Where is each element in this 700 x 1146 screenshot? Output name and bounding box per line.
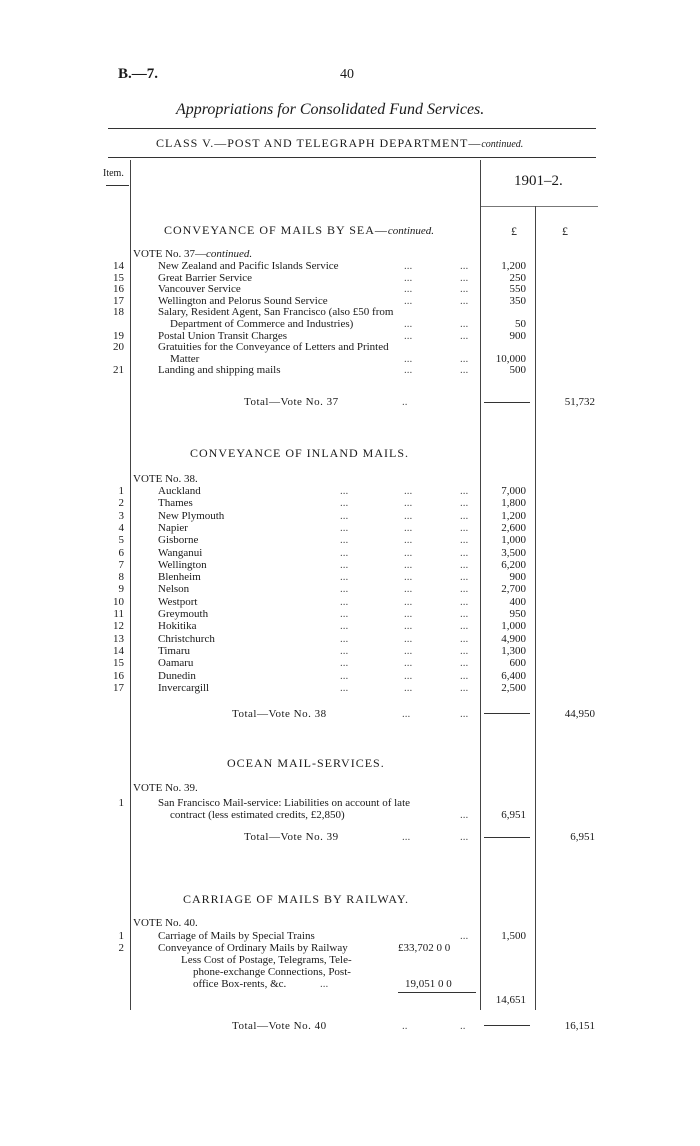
line-item-amount: 2,700 (501, 583, 526, 596)
leader-dots: ... (460, 497, 469, 510)
item-number: 11 (113, 608, 124, 620)
line-item-text: Salary, Resident Agent, San Francisco (also £50 from (158, 306, 394, 319)
rail-row-2-less-3: office Box-rents, &c. (193, 978, 287, 990)
vote-heading-37 (133, 248, 252, 260)
class-heading-text: CLASS V.—POST AND TELEGRAPH DEPARTMENT— (156, 136, 482, 150)
line-item-amount: 10,000 (495, 352, 526, 365)
line-item-text: Wellington (158, 558, 207, 571)
sea-heading-text: CONVEYANCE OF MAILS BY SEA— (164, 223, 388, 237)
leader-dots: ... (460, 558, 469, 571)
total-dots-38: ... (402, 708, 411, 720)
item-number: 16 (113, 283, 124, 296)
line-item-text: Hokitika (158, 620, 197, 633)
leader-dots: ... (404, 681, 413, 694)
total-dots-40: .. (402, 1020, 408, 1032)
item-number: 20 (113, 341, 124, 354)
item-number: 1 (118, 485, 124, 497)
item-number: 5 (118, 534, 124, 547)
item-number: 14 (113, 644, 124, 657)
line-item-text-cont: Department of Commerce and Industries) (170, 318, 354, 330)
leader-dots: ... (340, 595, 349, 608)
rail-item-2: 2 (118, 942, 124, 954)
leader-dots: ... (404, 521, 413, 534)
line-item-amount: 1,000 (501, 534, 526, 547)
leader-dots: ... (460, 669, 469, 682)
item-column-header: Item. (103, 168, 124, 179)
line-item-text: Auckland (158, 485, 201, 497)
item-number: 9 (118, 583, 124, 596)
line-item-text: Great Barrier Service (158, 271, 253, 284)
rail-row-2-less-1: Less Cost of Postage, Telegrams, Tele- (181, 954, 352, 966)
leader-dots: ... (404, 364, 413, 377)
line-item-amount: 3,500 (501, 546, 526, 559)
leader-dots: ... (404, 620, 413, 633)
line-item-text: Gisborne (158, 534, 199, 547)
line-item-amount: 900 (509, 571, 526, 584)
leader-dots: ... (460, 571, 469, 584)
leader-dots: ... (404, 583, 413, 596)
leader-dots: ... (404, 497, 413, 510)
item-number: 4 (118, 521, 124, 534)
item-number: 15 (113, 271, 124, 284)
leader-dots: ... (460, 364, 469, 377)
item-header-underline (106, 185, 129, 186)
line-item-text: New Zealand and Pacific Islands Service (158, 260, 339, 272)
line-item-amount: 1,000 (501, 620, 526, 633)
leader-dots: ... (404, 318, 413, 330)
leader-dots: ... (460, 283, 469, 296)
line-item-text: Dunedin (158, 669, 196, 682)
rail-row-2-deduction: 19,051 0 0 (405, 978, 452, 990)
leader-dots: ... (340, 534, 349, 547)
leader-dots: ... (340, 620, 349, 633)
leader-dots: ... (460, 485, 469, 497)
leader-dots: ... (460, 681, 469, 694)
section-heading-inland: CONVEYANCE OF INLAND MAILS. (190, 446, 409, 460)
line-item-amount: 2,500 (501, 681, 526, 694)
line-item-amount: 50 (515, 318, 526, 330)
leader-dots: ... (460, 329, 469, 342)
line-item-text: Timaru (158, 644, 190, 657)
line-item-amount: 600 (509, 657, 526, 670)
rail-item-1: 1 (118, 930, 124, 942)
vote-heading-38: VOTE No. 38. (133, 473, 198, 485)
leader-dots: ... (340, 546, 349, 559)
leader-dots: ... (340, 632, 349, 645)
leader-dots: ... (460, 644, 469, 657)
line-item-text: Wanganui (158, 546, 203, 559)
item-number: 18 (113, 306, 124, 319)
vote-37-label: VOTE No. 37— (133, 248, 207, 260)
line-item-text: Landing and shipping mails (158, 364, 281, 377)
line-item-text: Napier (158, 521, 188, 534)
line-item-text: Greymouth (158, 608, 209, 620)
line-item-amount: 500 (509, 364, 526, 377)
subtotal-rule-38 (484, 713, 530, 714)
year-header-underline (480, 206, 598, 207)
class-heading-cont: continued. (481, 139, 524, 150)
leader-dots: ... (404, 352, 413, 365)
line-item-amount: 4,900 (501, 632, 526, 645)
leader-dots: ... (404, 509, 413, 522)
class-rule (108, 157, 596, 158)
line-item-text: New Plymouth (158, 509, 225, 522)
leader-dots: ... (404, 608, 413, 620)
section-heading-rail: CARRIAGE OF MAILS BY RAILWAY. (183, 892, 410, 906)
rail-row-2-gross: £33,702 0 0 (398, 942, 451, 954)
leader-dots: ... (460, 534, 469, 547)
vote-heading-40: VOTE No. 40. (133, 917, 198, 929)
section-heading-sea (164, 223, 434, 238)
line-item-text: Invercargill (158, 681, 210, 694)
line-item-text: Westport (158, 595, 198, 608)
total-dots-39b: ... (460, 831, 469, 843)
item-number: 14 (113, 260, 124, 272)
total-label-37: Total—Vote No. 37 (244, 396, 339, 408)
leader-dots: ... (404, 558, 413, 571)
leader-dots: ... (404, 271, 413, 284)
item-number: 1 (118, 797, 124, 809)
line-item-text: Wellington and Pelorus Sound Service (158, 294, 328, 307)
subtotal-rule-40 (484, 1025, 530, 1026)
line-item-amount: 550 (509, 283, 526, 296)
line-item-amount: 6,400 (501, 669, 526, 682)
line-item-text: Vancouver Service (158, 283, 241, 296)
leader-dots: ... (404, 571, 413, 584)
leader-dots: ... (340, 521, 349, 534)
item-number: 2 (118, 497, 124, 510)
leader-dots: ... (404, 669, 413, 682)
class-heading (156, 136, 523, 151)
line-item-amount: 6,200 (501, 558, 526, 571)
year-column-header: 1901–2. (514, 173, 563, 189)
line-item-amount: 2,600 (501, 521, 526, 534)
amount-column-left (480, 160, 481, 1010)
vote-total-39: 6,951 (570, 831, 595, 843)
item-number: 10 (113, 595, 124, 608)
leader-dots: ... (340, 497, 349, 510)
line-item-amount: 400 (509, 595, 526, 608)
item-number: 7 (118, 558, 124, 571)
line-item-text: Gratuities for the Conveyance of Letters and Printed (158, 341, 389, 354)
rail-row-2-net: 14,651 (495, 994, 526, 1006)
leader-dots: ... (340, 681, 349, 694)
item-number: 3 (118, 509, 124, 522)
leader-dots: ... (460, 583, 469, 596)
leader-dots: ... (404, 260, 413, 272)
item-number: 17 (113, 294, 124, 307)
leader-dots: ... (404, 644, 413, 657)
subtotal-rule-37 (484, 402, 530, 403)
leader-dots: ... (460, 509, 469, 522)
section-heading-ocean: OCEAN MAIL-SERVICES. (227, 756, 385, 770)
line-item-amount: 1,200 (501, 260, 526, 272)
leader-dots: ... (340, 583, 349, 596)
leader-dots: ... (404, 294, 413, 307)
page-number: 40 (340, 67, 354, 82)
line-item-amount: 6,951 (501, 809, 526, 821)
leader-dots: ... (340, 485, 349, 497)
item-number: 8 (118, 571, 124, 584)
item-number: 16 (113, 669, 124, 682)
leader-dots: ... (460, 352, 469, 365)
vote-total-37: 51,732 (564, 396, 595, 408)
leader-dots: ... (404, 632, 413, 645)
line-item-amount: 1,200 (501, 509, 526, 522)
line-item-text: Nelson (158, 583, 190, 596)
line-item-amount: 1,800 (501, 497, 526, 510)
leader-dots: ... (460, 608, 469, 620)
line-item-text: Oamaru (158, 657, 194, 670)
line-item-amount: 1,300 (501, 644, 526, 657)
vote-heading-39: VOTE No. 39. (133, 782, 198, 794)
line-item-amount: 350 (509, 294, 526, 307)
leader-dots: ... (460, 809, 469, 821)
line-item-amount: 900 (509, 329, 526, 342)
line-item-text: Postal Union Transit Charges (158, 329, 288, 342)
item-column-divider (130, 160, 131, 1010)
rail-row-2-less-2: phone-exchange Connections, Post- (193, 966, 351, 978)
line-item-text: Blenheim (158, 571, 201, 584)
rail-row-1-dots: ... (460, 930, 469, 942)
item-number: 12 (113, 620, 124, 633)
leader-dots: ... (340, 571, 349, 584)
leader-dots: ... (340, 608, 349, 620)
leader-dots: ... (340, 509, 349, 522)
total-dots-38b: ... (460, 708, 469, 720)
line-item-amount: 7,000 (501, 485, 526, 497)
line-item-amount: 950 (509, 608, 526, 620)
line-item-text-cont: Matter (170, 352, 200, 365)
leader-dots: ... (460, 657, 469, 670)
line-item-text: Thames (158, 497, 193, 510)
item-number: 21 (113, 364, 124, 377)
line-item-amount: 250 (509, 271, 526, 284)
amount-column-middle (535, 206, 536, 1010)
leader-dots: ... (340, 644, 349, 657)
line-item-text: San Francisco Mail-service: Liabilities on account of late (158, 797, 411, 809)
item-number: 17 (113, 681, 124, 694)
leader-dots: ... (460, 294, 469, 307)
leader-dots: ... (404, 595, 413, 608)
sea-heading-cont: continued. (387, 225, 435, 237)
leader-dots: ... (460, 546, 469, 559)
line-item-text: Christchurch (158, 632, 215, 645)
leader-dots: ... (460, 521, 469, 534)
leader-dots: ... (460, 260, 469, 272)
leader-dots: ... (340, 558, 349, 571)
leader-dots: ... (460, 632, 469, 645)
pound-sign-2: £ (562, 224, 568, 238)
leader-dots: ... (340, 657, 349, 670)
rail-row-2-dots: ... (320, 978, 329, 990)
leader-dots: ... (460, 271, 469, 284)
item-number: 19 (113, 329, 124, 342)
total-label-38: Total—Vote No. 38 (232, 708, 327, 720)
subtotal-rule-39 (484, 837, 530, 838)
top-rule (108, 128, 596, 129)
rail-row-2-text: Conveyance of Ordinary Mails by Railway (158, 942, 348, 954)
rail-deduction-rule (398, 992, 476, 993)
item-number: 13 (113, 632, 124, 645)
leader-dots: ... (404, 657, 413, 670)
vote-total-38: 44,950 (564, 708, 595, 720)
vote-total-40: 16,151 (564, 1020, 595, 1032)
vote-37-cont: continued. (206, 248, 253, 260)
line-item-text-cont: contract (less estimated credits, £2,850) (170, 809, 345, 821)
leader-dots: ... (404, 485, 413, 497)
pound-sign-1: £ (511, 224, 517, 238)
total-dots-37: .. (402, 396, 408, 408)
leader-dots: ... (460, 620, 469, 633)
page-title: Appropriations for Consolidated Fund Services. (176, 101, 485, 118)
leader-dots: ... (404, 534, 413, 547)
total-label-39: Total—Vote No. 39 (244, 831, 339, 843)
item-number: 15 (113, 657, 124, 670)
leader-dots: ... (460, 318, 469, 330)
leader-dots: ... (404, 283, 413, 296)
rail-row-1-text: Carriage of Mails by Special Trains (158, 930, 315, 942)
leader-dots: ... (340, 669, 349, 682)
page-ref: B.—7. (118, 66, 159, 82)
leader-dots: ... (404, 546, 413, 559)
leader-dots: ... (460, 595, 469, 608)
leader-dots: ... (404, 329, 413, 342)
item-number: 6 (118, 546, 124, 559)
total-dots-39: ... (402, 831, 411, 843)
rail-row-1-amount: 1,500 (501, 930, 526, 942)
total-dots-40b: .. (460, 1020, 466, 1032)
total-label-40: Total—Vote No. 40 (232, 1020, 327, 1032)
